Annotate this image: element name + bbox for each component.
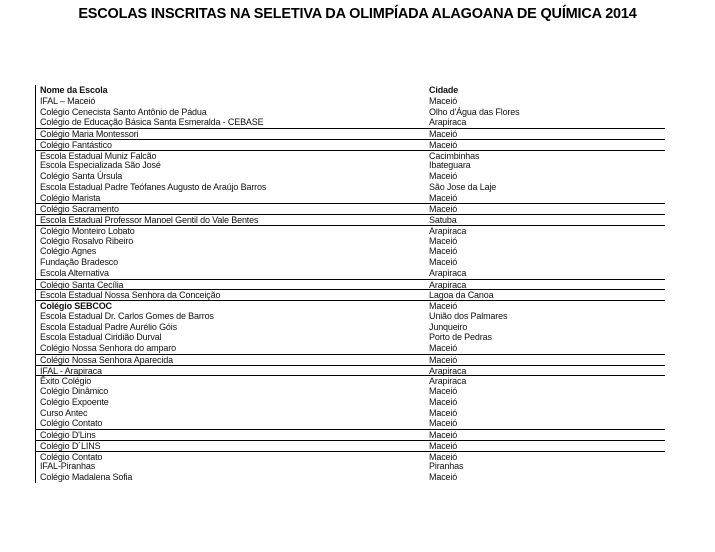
school-name-cell: Escola Estadual Muniz Falcão <box>40 150 157 161</box>
city-cell: Lagoa da Canoa <box>429 290 494 301</box>
table-row <box>36 354 665 365</box>
school-name-cell: Colégio Agnes <box>40 246 97 257</box>
table-row <box>36 268 665 279</box>
school-name-cell: Escola Estadual Padre Aurélio Góis <box>40 321 177 332</box>
city-cell: Maceió <box>429 139 458 150</box>
school-name-cell: Escola Estadual Padre Teófanes Augusto de Araújo Barros <box>40 181 267 192</box>
school-name-cell: IFAL - Arapiraca <box>40 365 102 376</box>
table-row <box>36 429 665 440</box>
city-cell: Piranhas <box>429 461 464 472</box>
table-row <box>36 150 665 161</box>
city-cell: Maceió <box>429 192 458 203</box>
city-cell: Maceió <box>429 129 458 139</box>
city-cell: Maceió <box>429 171 458 181</box>
table-row <box>36 365 665 376</box>
header-school-name: Nome da Escola <box>40 85 108 95</box>
school-name-cell: Colégio Santa Cecília <box>40 279 124 290</box>
table-row <box>36 289 665 300</box>
city-cell: Arapiraca <box>429 279 467 290</box>
table-row <box>36 246 665 257</box>
city-cell: Ibateguara <box>429 160 471 171</box>
city-cell: Olho d'Água das Flores <box>429 106 520 117</box>
school-name-cell: Colégio Fantástico <box>40 139 112 150</box>
school-name-cell: Colégio Dinâmico <box>40 386 109 396</box>
school-name-cell: Escola Estadual Professor Manoel Gentil do Vale Bentes <box>40 215 259 225</box>
school-name-cell: Colégio de Educação Básica Santa Esmeralda - CEBASE <box>40 117 264 128</box>
table-row <box>36 139 665 150</box>
school-name-cell: Colégio D´LINS <box>40 440 101 451</box>
header-city: Cidade <box>429 85 459 95</box>
city-cell: Maceió <box>429 204 458 215</box>
city-cell: Maceió <box>429 343 458 353</box>
school-name-cell: Colégio Expoente <box>40 396 109 407</box>
table-row <box>36 214 665 225</box>
school-name-cell: Escola Estadual Dr. Carlos Gomes de Barros <box>40 310 214 321</box>
table-row <box>36 171 665 182</box>
table-row <box>36 107 665 118</box>
school-name-cell: Colégio Contato <box>40 451 103 462</box>
school-name-cell: Colégio Contato <box>40 418 103 429</box>
table-row <box>36 182 665 193</box>
city-cell: Arapiraca <box>429 365 467 376</box>
city-cell: Maceió <box>429 451 458 462</box>
table-row <box>36 386 665 397</box>
school-name-cell: Colégio Marista <box>40 192 101 203</box>
table-row <box>36 311 665 322</box>
school-name-cell: Escola Especializada São José <box>40 160 161 171</box>
city-cell: Arapiraca <box>429 267 467 278</box>
school-name-cell: Escola Alternativa <box>40 267 109 278</box>
table-row <box>36 408 665 419</box>
table-row <box>36 225 665 236</box>
table-row <box>36 343 665 354</box>
city-cell: Junqueiro <box>429 321 468 332</box>
city-cell: Maceió <box>429 386 458 396</box>
table-row <box>36 117 665 128</box>
table-row <box>36 451 665 462</box>
city-cell: Porto de Pedras <box>429 332 492 343</box>
school-name-cell: Colégio Sacramento <box>40 204 119 215</box>
city-cell: Maceió <box>429 440 458 451</box>
school-name-cell: IFAL-Piranhas <box>40 461 96 472</box>
school-name-cell: Escola Estadual Ciridião Durval <box>40 332 162 343</box>
table-row <box>36 257 665 268</box>
table-row <box>36 418 665 429</box>
city-cell: Arapiraca <box>429 117 467 128</box>
document-title: ESCOLAS INSCRITAS NA SELETIVA DA OLIMPÍADA ALAGOANA DE QUÍMICA 2014 <box>78 6 637 22</box>
city-cell: Cacimbinhas <box>429 150 480 161</box>
table-row <box>36 440 665 451</box>
table-row <box>36 128 665 139</box>
table-row <box>36 461 665 472</box>
city-cell: Arapiraca <box>429 376 467 387</box>
table-row <box>36 160 665 171</box>
table-row <box>36 375 665 386</box>
city-cell: Maceió <box>429 246 458 257</box>
table-row <box>36 193 665 204</box>
school-name-cell: Colégio Santa Úrsula <box>40 171 123 181</box>
school-name-cell: Curso Antec <box>40 407 88 418</box>
school-name-cell: Colégio SEBCOC <box>40 301 112 311</box>
city-cell: Maceió <box>429 301 458 311</box>
school-name-cell: Colégio Madalena Sofia <box>40 472 133 482</box>
school-name-cell: Fundação Bradesco <box>40 257 119 267</box>
school-name-cell: Colégio Nossa Senhora Aparecida <box>40 354 173 365</box>
school-name-cell: Êxito Colégio <box>40 376 92 387</box>
city-cell: Maceió <box>429 418 458 429</box>
city-cell: Maceió <box>429 472 458 482</box>
school-name-cell: Colégio Rosalvo Ribeiro <box>40 235 134 246</box>
school-name-cell: Colégio Cenecista Santo Antônio de Pádua <box>40 106 207 117</box>
city-cell: Maceió <box>429 430 458 440</box>
city-cell: Maceió <box>429 95 458 106</box>
table-row <box>36 236 665 247</box>
schools-table <box>35 85 665 483</box>
table-header-row <box>36 85 665 96</box>
school-name-cell: IFAL – Maceió <box>40 95 96 106</box>
school-name-cell: Colégio Monteiro Lobato <box>40 225 135 236</box>
city-cell: Maceió <box>429 354 458 365</box>
table-row <box>36 322 665 333</box>
city-cell: Maceió <box>429 257 458 267</box>
school-name-cell: Colégio Maria Montessori <box>40 129 139 139</box>
city-cell: Arapiraca <box>429 225 467 236</box>
school-name-cell: Colégio D'Lins <box>40 430 96 440</box>
table-row <box>36 96 665 107</box>
school-name-cell: Colégio Nossa Senhora do amparo <box>40 343 176 353</box>
city-cell: Maceió <box>429 407 458 418</box>
table-row <box>36 472 665 483</box>
city-cell: São Jose da Laje <box>429 181 497 192</box>
table-row <box>36 279 665 290</box>
city-cell: Satuba <box>429 215 457 225</box>
table-row <box>36 397 665 408</box>
table-row <box>36 332 665 343</box>
school-name-cell: Escola Estadual Nossa Senhora da Conceição <box>40 290 221 301</box>
city-cell: Maceió <box>429 235 458 246</box>
table-row <box>36 300 665 311</box>
city-cell: Maceió <box>429 396 458 407</box>
table-row <box>36 203 665 214</box>
city-cell: União dos Palmares <box>429 310 508 321</box>
